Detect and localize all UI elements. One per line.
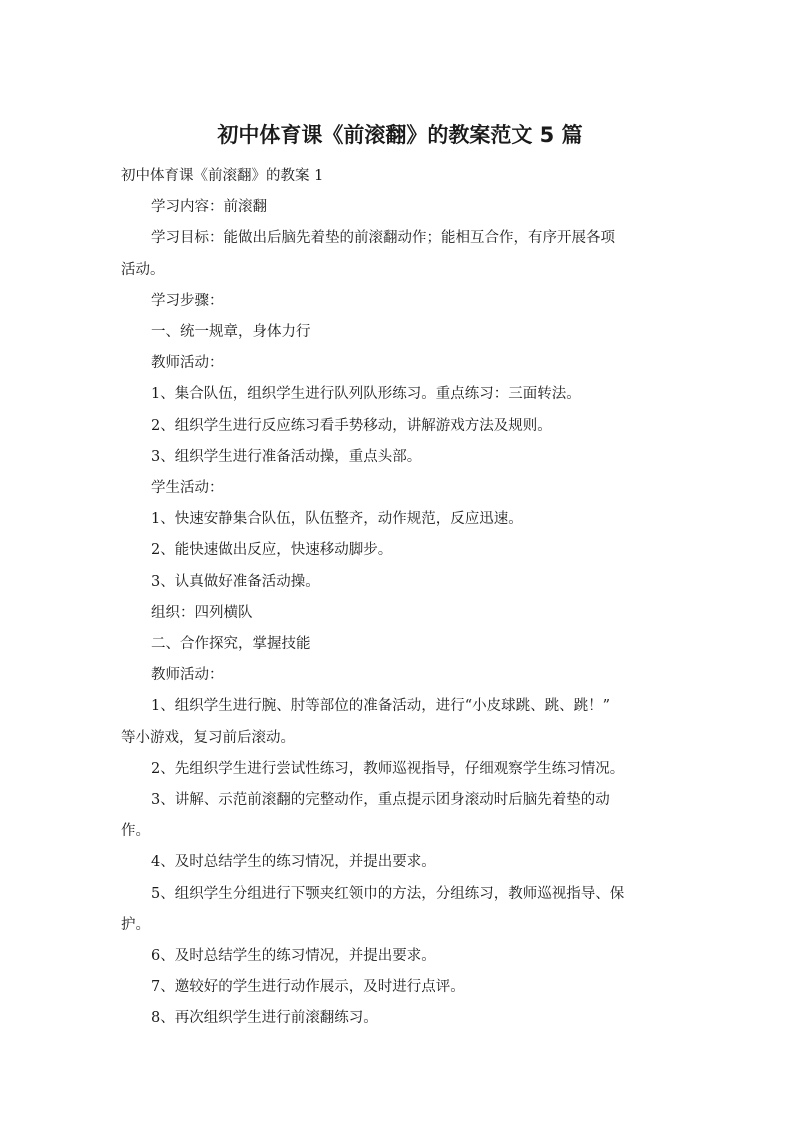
document-line: 教师活动： — [151, 667, 224, 684]
document-line: 1、集合队伍，组织学生进行队列队形练习。重点练习：三面转法。 — [151, 386, 581, 403]
document-line: 6、及时总结学生的练习情况，并提出要求。 — [151, 948, 436, 965]
document-title: 初中体育课《前滚翻》的教案范文 5 篇 — [217, 123, 583, 147]
document-line: 4、及时总结学生的练习情况，并提出要求。 — [151, 854, 436, 871]
document-line: 2、能快速做出反应，快速移动脚步。 — [151, 542, 393, 559]
document-line: 2、组织学生进行反应练习看手势移动，讲解游戏方法及规则。 — [151, 417, 552, 434]
document-line: 1、组织学生进行腕、肘等部位的准备活动，进行“小皮球跳、跳、跳！” — [151, 698, 611, 715]
document-line: 3、讲解、示范前滚翻的完整动作，重点提示团身滚动时后脑先着垫的动 — [151, 792, 610, 809]
document-line: 8、再次组织学生进行前滚翻练习。 — [151, 1010, 378, 1027]
document-line: 初中体育课《前滚翻》的教案 1 — [121, 168, 324, 184]
document-body — [121, 161, 686, 1035]
document-line: 学习步骤： — [151, 292, 224, 309]
document-line: 7、邀较好的学生进行动作展示，及时进行点评。 — [151, 979, 465, 996]
document-line: 1、快速安静集合队伍，队伍整齐，动作规范，反应迅速。 — [151, 511, 523, 528]
document-line: 3、认真做好准备活动操。 — [151, 573, 320, 590]
document-line: 组织：四列横队 — [151, 604, 253, 621]
document-line: 2、先组织学生进行尝试性练习，教师巡视指导，仔细观察学生练习情况。 — [151, 760, 625, 777]
document-line: 3、组织学生进行准备活动操，重点头部。 — [151, 448, 422, 465]
document-line: 等小游戏，复习前后滚动。 — [121, 729, 295, 746]
document-line: 学习内容：前滚翻 — [151, 199, 267, 216]
document-line: 护。 — [121, 916, 150, 933]
document-line: 活动。 — [121, 261, 165, 278]
document-line: 一、统一规章，身体力行 — [151, 324, 311, 341]
document-line: 教师活动： — [151, 355, 224, 372]
document-line: 学习目标：能做出后脑先着垫的前滚翻动作；能相互合作，有序开展各项 — [151, 230, 615, 247]
document-line: 5、组织学生分组进行下颚夹红领巾的方法，分组练习，教师巡视指导、保 — [151, 885, 625, 902]
document-line: 二、合作探究，掌握技能 — [151, 636, 311, 653]
document-line: 学生活动： — [151, 480, 224, 497]
document-line: 作。 — [121, 823, 150, 840]
